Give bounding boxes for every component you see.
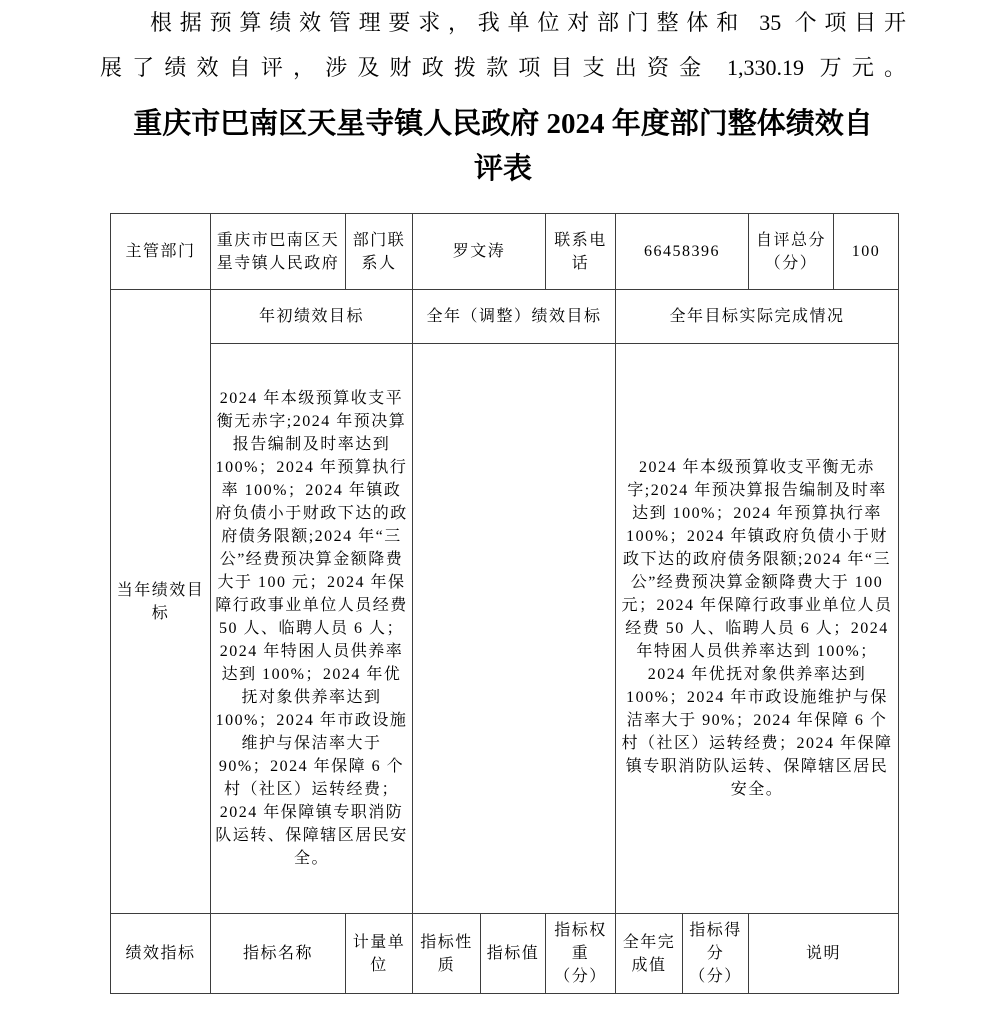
table-row-info: [111, 214, 899, 290]
table-row-goal-content: [111, 344, 899, 914]
score-value-cell: 100: [834, 214, 899, 290]
score-label-cell: 自评总分（分）: [749, 214, 834, 290]
indicator-score-header-cell: 指标得分（分）: [683, 914, 749, 994]
indicator-value-header-cell: 指标值: [481, 914, 546, 994]
goals-row-label-cell: 当年绩效目标: [111, 290, 211, 914]
phone-label-cell: 联系电话: [546, 214, 616, 290]
indicators-row-label-cell: 绩效指标: [111, 914, 211, 994]
evaluation-table: [110, 213, 899, 994]
intro-line-2: 展了绩效自评，涉及财政拨款项目支出资金 1,330.19 万元。: [100, 55, 906, 80]
indicator-nature-header-cell: 指标性质: [413, 914, 481, 994]
table-row-goal-headers: [111, 290, 899, 344]
indicator-annual-header-cell: 全年完成值: [616, 914, 683, 994]
document-title-line-2: 评表: [473, 153, 532, 185]
table-row-indicator-headers: [111, 914, 899, 994]
dept-label-cell: 主管部门: [111, 214, 211, 290]
adjusted-goal-text-cell: [413, 344, 616, 914]
indicator-weight-header-cell: 指标权重（分）: [546, 914, 616, 994]
document-title-line-1: 重庆市巴南区天星寺镇人民政府 2024 年度部门整体绩效自: [133, 108, 873, 140]
adjusted-goal-header-cell: 全年（调整）绩效目标: [413, 290, 616, 344]
document-title: [100, 102, 906, 192]
initial-goal-text-cell: 2024 年本级预算收支平衡无赤字;2024 年预决算报告编制及时率达到 100%；2024 年预算执行率 100%；2024 年镇政府负债小于财政下达的政府债务限额;2024 年“三公”经费预决算金额降费大于 100 元；2024 年保障行政事业单位人员经费 50 人、临聘人员 6 人；2024 年特困人员供养率达到 100%；2024 年优抚对象供养率达到 100%；2024 年市政设施维护与保洁率大于 90%；2024 年保障 6 个村（社区）运转经费；2024 年保障镇专职消防队运转、保障辖区居民安全。: [211, 344, 413, 914]
contact-label-cell: 部门联系人: [346, 214, 413, 290]
contact-value-cell: 罗文涛: [413, 214, 546, 290]
indicator-unit-header-cell: 计量单位: [346, 914, 413, 994]
intro-paragraph: [100, 0, 906, 90]
indicator-name-header-cell: 指标名称: [211, 914, 346, 994]
actual-completion-text-cell: 2024 年本级预算收支平衡无赤字;2024 年预决算报告编制及时率达到 100%；2024 年预算执行率 100%；2024 年镇政府负债小于财政下达的政府债务限额;2024 年“三公”经费预决算金额降费大于 100 元；2024 年保障行政事业单位人员经费 50 人、临聘人员 6 人；2024 年特困人员供养率达到 100%；2024 年优抚对象供养率达到 100%；2024 年市政设施维护与保洁率大于 90%；2024 年保障 6 个村（社区）运转经费；2024 年保障镇专职消防队运转、保障辖区居民安全。: [616, 344, 899, 914]
intro-line-1: 根据预算绩效管理要求，我单位对部门整体和 35 个项目开: [150, 10, 906, 35]
phone-value-cell: 66458396: [616, 214, 749, 290]
indicator-note-header-cell: 说明: [749, 914, 899, 994]
dept-value-cell: 重庆市巴南区天星寺镇人民政府: [211, 214, 346, 290]
actual-completion-header-cell: 全年目标实际完成情况: [616, 290, 899, 344]
initial-goal-header-cell: 年初绩效目标: [211, 290, 413, 344]
